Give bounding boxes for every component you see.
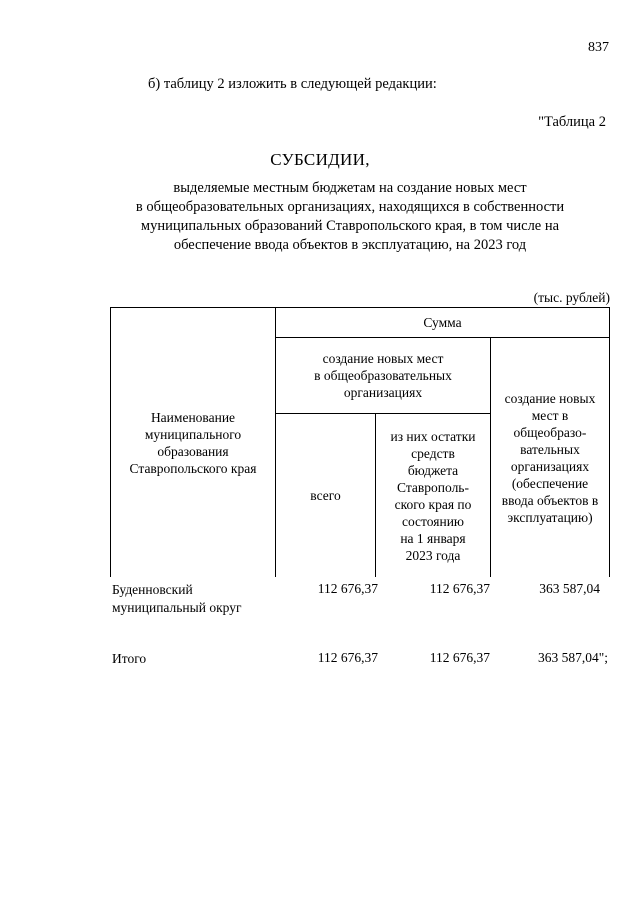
header-commissioning-line: (обеспечение [511,475,589,491]
row-name-line: Итого [112,651,147,666]
header-new-places-line: организациях [343,385,423,400]
header-remainders-line: 2023 года [405,547,461,563]
header-commissioning-line: эксплуатацию) [507,509,593,525]
header-remainders-line: бюджета [407,462,459,478]
row-name-line: муниципальный округ [112,600,242,615]
row-remainders: 112 676,37 [429,581,490,596]
row-commissioning: 363 587,04 [539,581,600,596]
header-remainders [376,414,490,577]
header-name-line: Наименование [150,409,236,425]
row-total: 112 676,37 [317,581,378,596]
header-remainders-line: средств [411,445,455,461]
header-new-places [276,338,490,413]
document-title: СУБСИДИИ, [270,150,370,169]
subtitle-line: обеспечение ввода объектов в эксплуатацию, на 2023 год [173,237,527,253]
header-new-places-line: создание новых мест [322,351,444,366]
row-remainders: 112 676,37 [429,650,490,665]
units-label: (тыс. рублей) [533,290,610,305]
header-commissioning-line: организациях [510,458,590,474]
row-name-line: Буденновский [112,582,193,597]
header-total: всего [310,488,341,503]
header-commissioning-line: мест в [531,407,569,423]
header-name-line: муниципального [144,426,242,442]
header-name-line: Ставропольского края [129,460,257,476]
subtitle-line: выделяемые местным бюджетам на создание новых мест [173,180,527,196]
row-commissioning: 363 587,04"; [537,650,608,665]
row-total: 112 676,37 [317,650,378,665]
header-commissioning-line: создание новых [504,390,596,406]
header-name-line: образования [157,443,229,459]
header-remainders-line: ского края по [394,496,472,512]
header-remainders-line: состоянию [401,513,464,529]
header-commissioning-line: общеобразо- [513,424,587,440]
table-border-right [609,307,610,577]
header-remainders-line: из них остатки [390,428,476,444]
subtitle-line: муниципальных образований Ставропольского края, в том числе на [140,218,560,234]
subtitle-line: в общеобразовательных организациях, находящихся в собственности [135,199,565,215]
header-commissioning-line: вательных [520,441,580,457]
header-remainders-line: Ставрополь- [397,479,469,495]
header-new-places-line: в общеобразовательных [314,368,452,383]
row-name [112,650,146,668]
header-commissioning [491,338,609,577]
row-name [112,581,241,617]
header-remainders-line: на 1 января [400,530,466,546]
intro-text: б) таблицу 2 изложить в следующей редакции: [148,76,437,92]
page-number: 837 [588,40,609,55]
header-name [111,308,275,577]
header-sum: Сумма [423,315,462,330]
table-label: "Таблица 2 [538,114,606,130]
header-commissioning-line: ввода объектов в [501,492,599,508]
document-subtitle [80,179,620,255]
